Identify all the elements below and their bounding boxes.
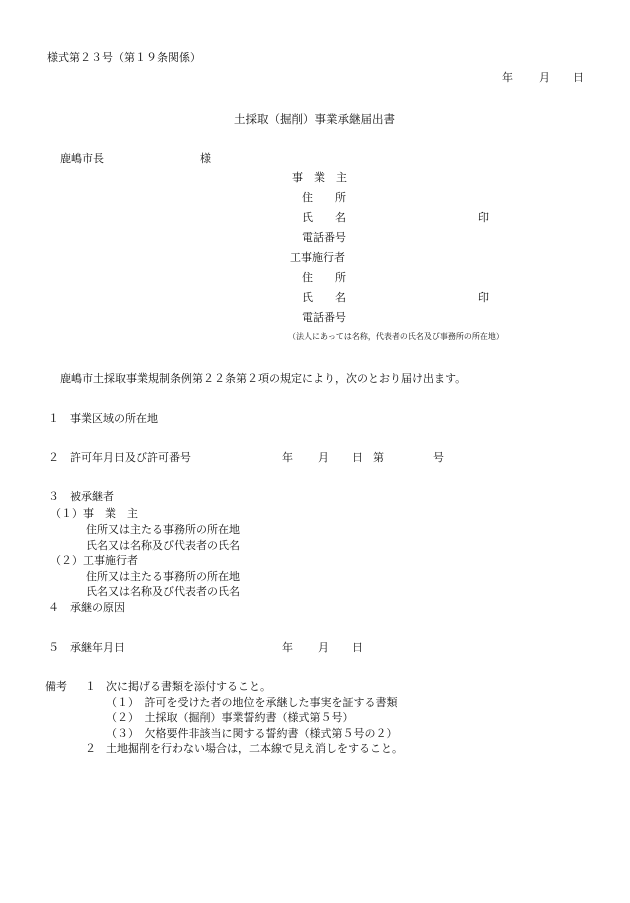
document-title: 土採取（掘削）事業承継届出書 bbox=[234, 112, 395, 126]
contractor-phone-label: 電話番号 bbox=[302, 311, 346, 324]
item-2-day: 日 bbox=[352, 451, 363, 464]
item-3-sub2: （２）工事施行者 bbox=[50, 554, 138, 567]
business-owner-name-label: 氏 名 bbox=[302, 211, 346, 224]
form-number: 様式第２３号（第１９条関係） bbox=[47, 51, 201, 64]
business-owner-seal: 印 bbox=[478, 211, 489, 224]
item-5-month: 月 bbox=[318, 641, 329, 654]
item-4-label: ４ 承継の原因 bbox=[48, 601, 125, 614]
item-3-label: ３ 被承継者 bbox=[48, 490, 114, 503]
item-3-sub1-name: 氏名又は名称及び代表者の氏名 bbox=[86, 539, 240, 552]
remarks-note-2-text: 土地掘削を行わない場合は，二本線で見え消しをすること。 bbox=[106, 742, 403, 755]
item-2-month: 月 bbox=[318, 451, 329, 464]
business-owner-heading: 事 業 主 bbox=[292, 171, 347, 184]
item-3-sub2-address: 住所又は主たる事務所の所在地 bbox=[86, 570, 240, 583]
item-2-label: ２ 許可年月日及び許可番号 bbox=[48, 451, 191, 464]
remarks-note-1-text: 次に掲げる書類を添付すること。 bbox=[106, 680, 271, 693]
item-3-sub1-address: 住所又は主たる事務所の所在地 bbox=[86, 523, 240, 536]
corporation-note: （法人にあっては名称，代表者の氏名及び事務所の所在地） bbox=[288, 332, 504, 341]
date-year: 年 bbox=[502, 71, 513, 84]
remarks-note-1-sub-2: （２） 土採取（掘削）事業誓約書（様式第５号） bbox=[106, 711, 354, 724]
remarks-note-1-number: １ bbox=[85, 680, 96, 693]
remarks-note-2-number: ２ bbox=[85, 742, 96, 755]
addressee-name: 鹿嶋市長 bbox=[60, 152, 104, 165]
date-day: 日 bbox=[573, 71, 584, 84]
item-2-dai: 第 bbox=[373, 451, 384, 464]
contractor-seal: 印 bbox=[478, 291, 489, 304]
contractor-heading: 工事施行者 bbox=[290, 251, 345, 264]
business-owner-phone-label: 電話番号 bbox=[302, 231, 346, 244]
item-1-label: １ 事業区域の所在地 bbox=[48, 412, 158, 425]
date-month: 月 bbox=[539, 71, 550, 84]
item-2-year: 年 bbox=[282, 451, 293, 464]
item-3-sub1: （１）事 業 主 bbox=[50, 507, 138, 520]
addressee-honorific: 様 bbox=[200, 152, 211, 165]
item-5-day: 日 bbox=[352, 641, 363, 654]
contractor-name-label: 氏 名 bbox=[302, 291, 346, 304]
item-2-go: 号 bbox=[433, 451, 444, 464]
business-owner-address-label: 住 所 bbox=[302, 191, 346, 204]
remarks-heading: 備考 bbox=[45, 680, 67, 693]
item-5-year: 年 bbox=[282, 641, 293, 654]
item-3-sub2-name: 氏名又は名称及び代表者の氏名 bbox=[86, 585, 240, 598]
contractor-address-label: 住 所 bbox=[302, 271, 346, 284]
body-text: 鹿嶋市土採取事業規制条例第２２条第２項の規定により，次のとおり届け出ます。 bbox=[60, 372, 467, 385]
remarks-note-1-sub-1: （１） 許可を受けた者の地位を承継した事実を証する書類 bbox=[106, 696, 398, 709]
remarks-note-1-sub-3: （３） 欠格要件非該当に関する誓約書（様式第５号の２） bbox=[106, 727, 398, 740]
item-5-label: ５ 承継年月日 bbox=[48, 641, 125, 654]
